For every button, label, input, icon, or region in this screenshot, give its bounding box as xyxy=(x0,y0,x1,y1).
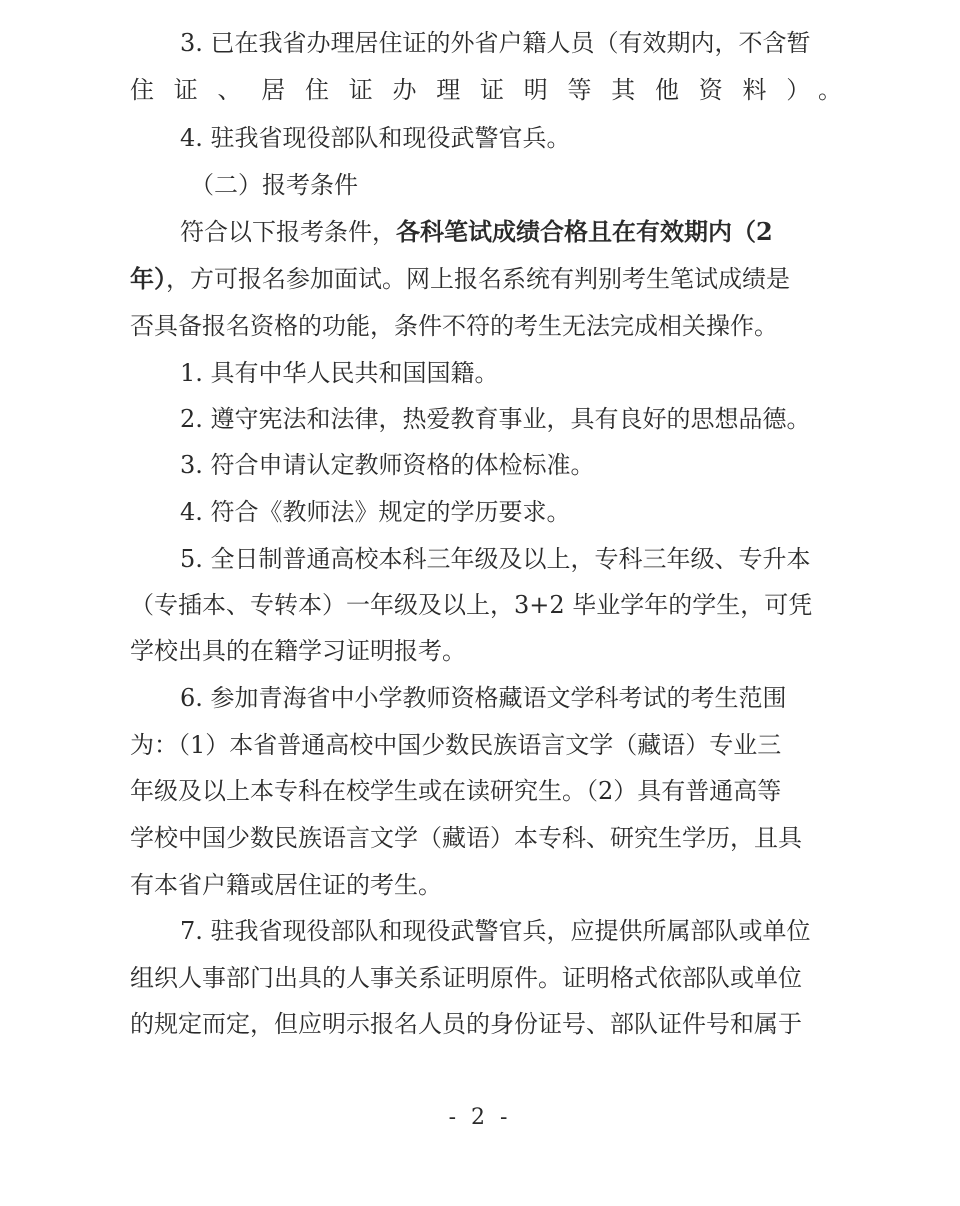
line-text: 2. 遵守宪法和法律，热爱教育事业，具有良好的思想品德。 xyxy=(180,405,811,433)
paragraph-line xyxy=(130,730,842,760)
page-number: - 2 - xyxy=(448,1105,512,1130)
line-text: 学校出具的在籍学习证明报考。 xyxy=(130,637,466,665)
list-item xyxy=(180,358,842,388)
line-text: 否具备报名资格的功能，条件不符的考生无法完成相关操作。 xyxy=(130,312,778,340)
paragraph-line xyxy=(130,870,842,900)
paragraph-line xyxy=(130,1009,842,1039)
line-text: 年级及以上本专科在校学生或在读研究生。（2）具有普通高等 xyxy=(130,777,782,805)
line-text: 1. 具有中华人民共和国国籍。 xyxy=(180,359,499,387)
paragraph-line xyxy=(180,28,842,58)
line-text: （专插本、专转本）一年级及以上，3+2 毕业学年的学生，可凭 xyxy=(130,591,813,619)
bold-emphasis: 年） xyxy=(130,264,166,293)
list-item xyxy=(180,404,842,434)
line-text: 6. 参加青海省中小学教师资格藏语文学科考试的考生范围 xyxy=(180,684,787,712)
line-text: 的规定而定，但应明示报名人员的身份证号、部队证件号和属于 xyxy=(130,1010,802,1038)
line-text: 组织人事部门出具的人事关系证明原件。证明格式依部队或单位 xyxy=(130,964,802,992)
line-text: 符合以下报考条件， xyxy=(180,218,396,246)
paragraph-line xyxy=(130,264,842,294)
line-text: 3. 已在我省办理居住证的外省户籍人员（有效期内，不含暂 xyxy=(180,29,811,57)
line-text: 为：（1）本省普通高校中国少数民族语言文学（藏语）专业三 xyxy=(130,731,782,759)
paragraph-line xyxy=(180,217,842,247)
list-item xyxy=(180,497,842,527)
line-text: 3. 符合申请认定教师资格的体检标准。 xyxy=(180,451,595,479)
paragraph-line xyxy=(130,75,842,105)
bold-emphasis: 各科笔试成绩合格且在有效期内（2 xyxy=(396,217,773,246)
list-item xyxy=(180,916,842,946)
paragraph-line xyxy=(130,963,842,993)
paragraph-line xyxy=(130,311,842,341)
list-item xyxy=(180,544,842,574)
section-heading xyxy=(190,170,840,200)
line-text: 4. 符合《教师法》规定的学历要求。 xyxy=(180,498,571,526)
line-text: 学校中国少数民族语言文学（藏语）本专科、研究生学历，且具 xyxy=(130,824,802,852)
line-text: 有本省户籍或居住证的考生。 xyxy=(130,871,442,899)
line-text: 住证、居住证办理证明等其他资料）。 xyxy=(130,76,842,104)
paragraph-line xyxy=(130,636,842,666)
heading-text: （二）报考条件 xyxy=(190,171,358,199)
list-item xyxy=(180,450,842,480)
paragraph-line xyxy=(130,823,842,853)
list-item xyxy=(180,683,842,713)
line-text: ，方可报名参加面试。网上报名系统有判别考生笔试成绩是 xyxy=(166,265,790,293)
line-text: 7. 驻我省现役部队和现役武警官兵，应提供所属部队或单位 xyxy=(180,917,811,945)
line-text: 4. 驻我省现役部队和现役武警官兵。 xyxy=(180,124,571,152)
paragraph-line xyxy=(130,776,842,806)
line-text: 5. 全日制普通高校本科三年级及以上，专科三年级、专升本 xyxy=(180,545,811,573)
paragraph-line xyxy=(130,590,842,620)
paragraph-line xyxy=(180,123,842,153)
